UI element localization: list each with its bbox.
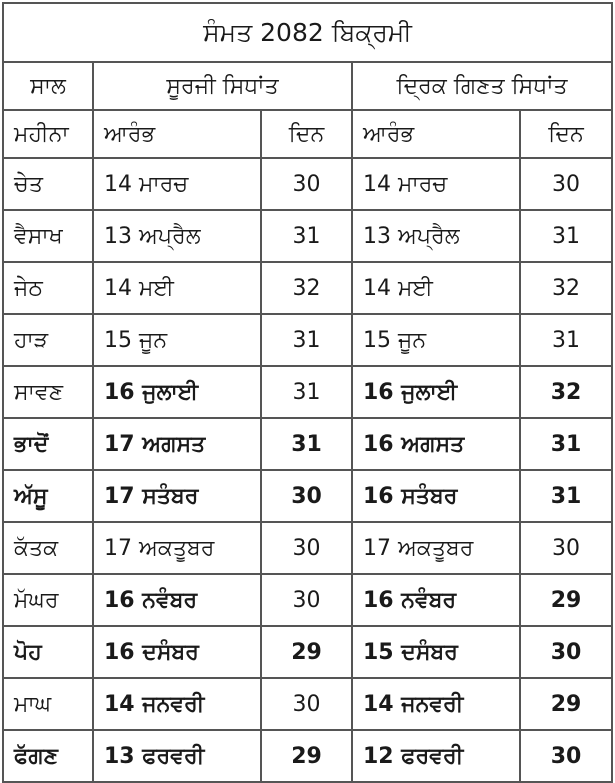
drik-start-cell: 12 ਫਰਵਰੀ bbox=[352, 730, 520, 782]
drik-start-cell: 17 ਅਕਤੂਬਰ bbox=[352, 522, 520, 574]
table-row bbox=[3, 210, 612, 262]
drik-days-cell: 30 bbox=[520, 730, 612, 782]
drik-start-cell: 16 ਨਵੰਬਰ bbox=[352, 574, 520, 626]
surji-start-cell: 13 ਅਪ੍ਰੈਲ bbox=[93, 210, 261, 262]
table-title: ਸੰਮਤ 2082 ਬਿਕ੍ਰਮੀ bbox=[3, 3, 612, 62]
table-row bbox=[3, 522, 612, 574]
month-cell: ਕੱਤਕ bbox=[3, 522, 93, 574]
surji-start-cell: 14 ਮਾਰਚ bbox=[93, 158, 261, 210]
month-cell: ਜੇਠ bbox=[3, 262, 93, 314]
drik-days-cell: 29 bbox=[520, 678, 612, 730]
surji-days-cell: 30 bbox=[261, 522, 352, 574]
drik-days-cell: 32 bbox=[520, 262, 612, 314]
surji-sidhant-header: ਸੂਰਜੀ ਸਿਧਾਂਤ bbox=[93, 62, 352, 110]
table-row bbox=[3, 574, 612, 626]
month-cell: ਮੱਘਰ bbox=[3, 574, 93, 626]
table-row bbox=[3, 470, 612, 522]
drik-days-header: ਦਿਨ bbox=[520, 110, 612, 158]
surji-days-cell: 29 bbox=[261, 730, 352, 782]
drik-days-cell: 31 bbox=[520, 210, 612, 262]
table-row bbox=[3, 678, 612, 730]
surji-start-cell: 17 ਅਗਸਤ bbox=[93, 418, 261, 470]
drik-start-cell: 16 ਅਗਸਤ bbox=[352, 418, 520, 470]
month-header: ਮਹੀਨਾ bbox=[3, 110, 93, 158]
table-row bbox=[3, 262, 612, 314]
surji-start-cell: 15 ਜੂਨ bbox=[93, 314, 261, 366]
table-row bbox=[3, 626, 612, 678]
month-cell: ਫੱਗਣ bbox=[3, 730, 93, 782]
month-cell: ਪੋਹ bbox=[3, 626, 93, 678]
drik-days-cell: 30 bbox=[520, 522, 612, 574]
month-cell: ਅੱਸੂ bbox=[3, 470, 93, 522]
column-header-row bbox=[3, 110, 612, 158]
month-cell: ਵੈਸਾਖ bbox=[3, 210, 93, 262]
drik-days-cell: 32 bbox=[520, 366, 612, 418]
surji-days-cell: 30 bbox=[261, 470, 352, 522]
surji-start-header: ਆਰੰਭ bbox=[93, 110, 261, 158]
surji-days-header: ਦਿਨ bbox=[261, 110, 352, 158]
surji-start-cell: 13 ਫਰਵਰੀ bbox=[93, 730, 261, 782]
month-cell: ਮਾਘ bbox=[3, 678, 93, 730]
surji-start-cell: 16 ਨਵੰਬਰ bbox=[93, 574, 261, 626]
surji-start-cell: 16 ਦਸੰਬਰ bbox=[93, 626, 261, 678]
drik-start-cell: 14 ਮਈ bbox=[352, 262, 520, 314]
drik-ganit-sidhant-header: ਦ੍ਰਿਕ ਗਿਣਤ ਸਿਧਾਂਤ bbox=[352, 62, 612, 110]
month-cell: ਭਾਦੋਂ bbox=[3, 418, 93, 470]
table-row bbox=[3, 158, 612, 210]
table-row bbox=[3, 730, 612, 782]
surji-start-cell: 16 ਜੁਲਾਈ bbox=[93, 366, 261, 418]
month-cell: ਸਾਵਣ bbox=[3, 366, 93, 418]
surji-start-cell: 14 ਮਈ bbox=[93, 262, 261, 314]
year-header: ਸਾਲ bbox=[3, 62, 93, 110]
surji-days-cell: 30 bbox=[261, 678, 352, 730]
drik-start-cell: 16 ਸਤੰਬਰ bbox=[352, 470, 520, 522]
drik-start-cell: 15 ਜੂਨ bbox=[352, 314, 520, 366]
month-cell: ਚੇਤ bbox=[3, 158, 93, 210]
drik-days-cell: 31 bbox=[520, 418, 612, 470]
surji-days-cell: 30 bbox=[261, 574, 352, 626]
drik-days-cell: 31 bbox=[520, 470, 612, 522]
drik-start-cell: 16 ਜੁਲਾਈ bbox=[352, 366, 520, 418]
surji-days-cell: 29 bbox=[261, 626, 352, 678]
table-row bbox=[3, 366, 612, 418]
system-header-row bbox=[3, 62, 612, 110]
surji-days-cell: 31 bbox=[261, 418, 352, 470]
title-row bbox=[3, 3, 612, 62]
drik-days-cell: 30 bbox=[520, 158, 612, 210]
surji-days-cell: 32 bbox=[261, 262, 352, 314]
table-row bbox=[3, 314, 612, 366]
drik-start-cell: 14 ਮਾਰਚ bbox=[352, 158, 520, 210]
surji-start-cell: 14 ਜਨਵਰੀ bbox=[93, 678, 261, 730]
drik-start-cell: 15 ਦਸੰਬਰ bbox=[352, 626, 520, 678]
surji-days-cell: 31 bbox=[261, 314, 352, 366]
drik-start-cell: 13 ਅਪ੍ਰੈਲ bbox=[352, 210, 520, 262]
surji-days-cell: 31 bbox=[261, 210, 352, 262]
drik-days-cell: 31 bbox=[520, 314, 612, 366]
calendar-table-container bbox=[2, 2, 611, 783]
month-cell: ਹਾੜ bbox=[3, 314, 93, 366]
calendar-table bbox=[2, 2, 613, 783]
table-row bbox=[3, 418, 612, 470]
surji-start-cell: 17 ਸਤੰਬਰ bbox=[93, 470, 261, 522]
surji-start-cell: 17 ਅਕਤੂਬਰ bbox=[93, 522, 261, 574]
drik-days-cell: 29 bbox=[520, 574, 612, 626]
drik-start-cell: 14 ਜਨਵਰੀ bbox=[352, 678, 520, 730]
surji-days-cell: 31 bbox=[261, 366, 352, 418]
drik-days-cell: 30 bbox=[520, 626, 612, 678]
surji-days-cell: 30 bbox=[261, 158, 352, 210]
drik-start-header: ਆਰੰਭ bbox=[352, 110, 520, 158]
